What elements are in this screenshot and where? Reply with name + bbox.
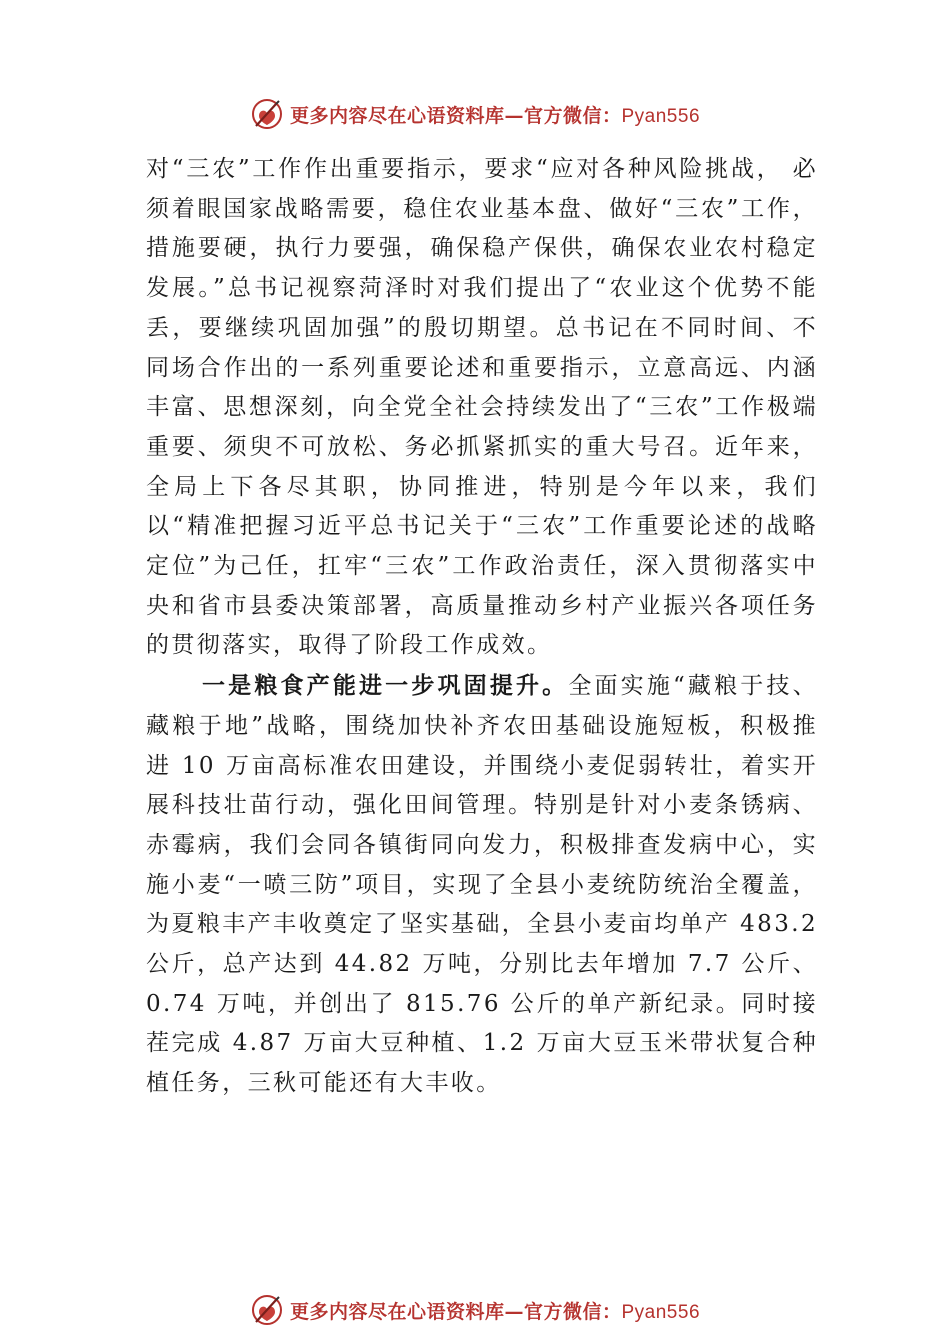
paragraph-2-text: 全面实施“藏粮于技、藏粮于地”战略，围绕加快补齐农田基础设施短板，积极推进 10 万亩高标准农田建设，并围绕小麦促弱转壮，着实开展科技壮苗行动，强化田间管理。特别是针对小麦条锈病、 赤霉病，我们会同各镇街同向发力，积极排查发病中心，实施小麦“一喷三防”项目，实现了全县小麦统防统治全覆盖， 为夏粮丰产丰收奠定了坚实基础，全县小麦亩均单产 483.2 公斤，总产达到 44.82 万吨，分别比去年增加 7.7 公斤、0.74 万吨，并创出了 815.76 公斤的单产新纪录。同时接茬完成 4.87 万亩大豆种植、1.2 万亩大豆玉米带状复合种植任务，三秋可能还有大丰收。 — [146, 673, 818, 1097]
banner-separator: — — [504, 1300, 524, 1323]
banner-wechat-label: 官方微信： — [523, 104, 622, 127]
banner-wechat-label: 官方微信： — [523, 1300, 622, 1323]
banner-wechat-id: Pyan556 — [621, 1301, 701, 1323]
banner-text — [290, 1297, 700, 1324]
banner-text — [290, 101, 700, 128]
paragraph-1: 对“三农”工作作出重要指示，要求“应对各种风险挑战， 必须着眼国家战略需要，稳住农业基本盘、做好“三农”工作，措施要硬，执行力要强，确保稳产保供，确保农业农村稳定发展。”总书记视察菏泽时对我们提出了“农业这个优势不能丢，要继续巩固加强”的殷切期望。总书记在不同时间、不同场合作出的一系列重要论述和重要指示，立意高远、内涵丰富、思想深刻，向全党全社会持续发出了“三农”工作极端重要、须臾不可放松、务必抓紧抓实的重大号召。近年来，全局上下各尽其职，协同推进，特别是今年以来，我们以“精准把握习近平总书记关于“三农”工作重要论述的战略定位”为己任，扛牢“三农”工作政治责任，深入贯彻落实中央和省市县委决策部署，高质量推动乡村产业振兴各项任务的贯彻落实，取得了阶段工作成效。 — [146, 156, 818, 659]
paragraph-2 — [146, 666, 818, 1104]
banner-wechat-id: Pyan556 — [621, 105, 701, 127]
header-banner — [0, 94, 950, 134]
paragraph-2-lead: 一是粮食产能进一步巩固提升。 — [202, 672, 569, 700]
pen-heart-logo-icon — [250, 97, 284, 131]
banner-site-name: 更多内容尽在心语资料库 — [289, 1300, 505, 1323]
banner-site-name: 更多内容尽在心语资料库 — [289, 104, 505, 127]
document-body — [146, 150, 818, 1104]
pen-heart-logo-icon — [250, 1293, 284, 1327]
banner-separator: — — [504, 104, 524, 127]
footer-banner — [0, 1290, 950, 1330]
